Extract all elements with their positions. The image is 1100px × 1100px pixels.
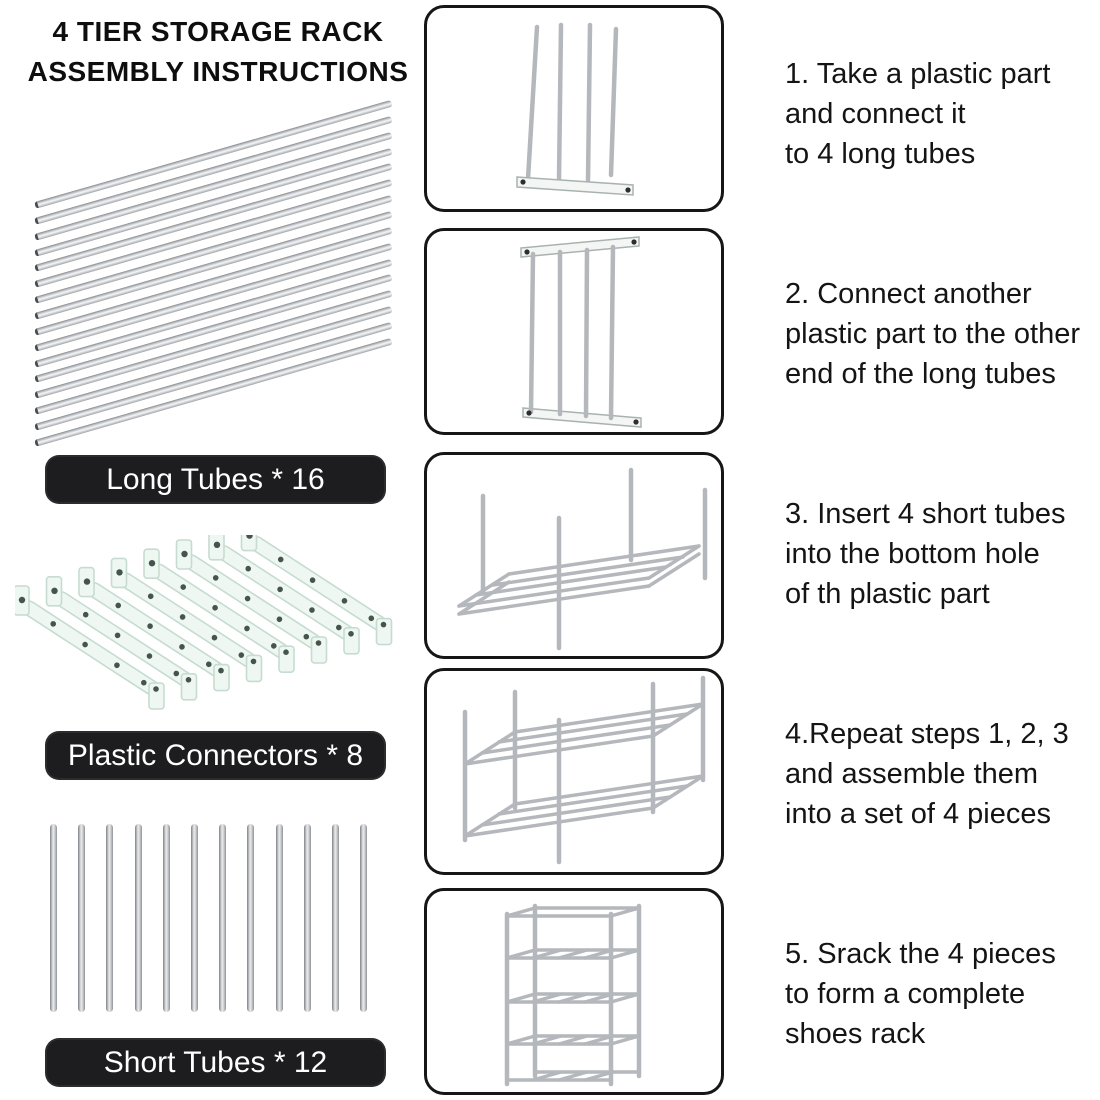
step-3-shelf-with-posts-icon — [427, 456, 721, 655]
step-3-line-3: of th plastic part — [785, 578, 990, 610]
step-3-line-1: 3. Insert 4 short tubes — [785, 498, 1066, 530]
step-2-text — [785, 274, 1097, 394]
step-2-figure-box — [424, 228, 724, 435]
step-3-figure-box — [424, 452, 724, 659]
step-2-line-3: end of the long tubes — [785, 358, 1056, 390]
page-title — [18, 12, 418, 92]
step-5-line-3: shoes rack — [785, 1018, 926, 1050]
step-3-line-2: into the bottom hole — [785, 538, 1040, 570]
step-1-figure-box — [424, 5, 724, 212]
short-tubes-label-text: Short Tubes * 12 — [103, 1045, 328, 1079]
step-5-figure-box — [424, 888, 724, 1095]
step-1-line-1: 1. Take a plastic part — [785, 58, 1051, 90]
step-1-text — [785, 54, 1097, 174]
step-1-line-3: to 4 long tubes — [785, 138, 976, 170]
page-title-line2: ASSEMBLY INSTRUCTIONS — [27, 56, 409, 87]
plastic-connectors-illustration — [15, 535, 423, 713]
step-2-frame-two-connectors-icon — [427, 232, 721, 431]
step-4-text — [785, 714, 1097, 834]
long-tubes-label — [45, 455, 386, 504]
step-4-line-3: into a set of 4 pieces — [785, 798, 1051, 830]
step-4-two-tier-assembly-icon — [427, 672, 721, 871]
step-4-line-2: and assemble them — [785, 758, 1039, 790]
short-tubes-label — [45, 1038, 386, 1087]
step-4-figure-box — [424, 668, 724, 875]
long-tubes-illustration — [33, 95, 405, 453]
step-3-text — [785, 494, 1097, 614]
step-4-line-1: 4.Repeat steps 1, 2, 3 — [785, 718, 1069, 750]
step-5-line-1: 5. Srack the 4 pieces — [785, 938, 1056, 970]
step-5-line-2: to form a complete — [785, 978, 1026, 1010]
step-5-complete-rack-icon — [427, 892, 721, 1091]
step-1-line-2: and connect it — [785, 98, 966, 130]
step-5-text — [785, 934, 1097, 1054]
step-2-line-1: 2. Connect another — [785, 278, 1032, 310]
long-tubes-label-text: Long Tubes * 16 — [106, 462, 325, 496]
short-tubes-illustration — [50, 824, 370, 1014]
plastic-connectors-label — [45, 731, 386, 780]
plastic-connectors-label-text: Plastic Connectors * 8 — [67, 738, 364, 772]
step-1-four-tubes-one-connector-icon — [427, 9, 721, 208]
step-2-line-2: plastic part to the other — [785, 318, 1080, 350]
page-title-line1: 4 TIER STORAGE RACK — [52, 16, 384, 47]
